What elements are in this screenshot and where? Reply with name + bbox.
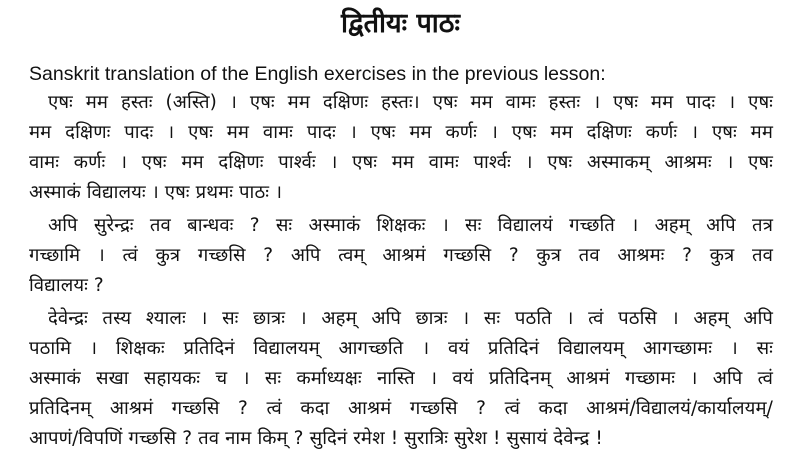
paragraph-3-line-1: देवेन्द्रः तस्य श्यालः । सः छात्रः । अहम् अपि छात्रः । सः पठति । त्वं पठसि । अहम् अपि [48, 308, 773, 329]
paragraph-2-line-2: गच्छामि । त्वं कुत्र गच्छसि ? अपि त्वम् आश्रमं गच्छसि ? कुत्र तव आश्रमः ? कुत्र तव [29, 245, 773, 266]
intro-text: Sanskrit translation of the English exercises in the previous lesson: [29, 63, 606, 85]
paragraph-1-line-4: अस्माकं विद्यालयः । एषः प्रथमः पाठः । [29, 182, 283, 203]
lesson-title: द्वितीयः पाठः [341, 8, 460, 39]
paragraph-1-line-1: एषः मम हस्तः (अस्ति) । एषः मम दक्षिणः हस्तः। एषः मम वामः हस्तः । एषः मम पादः । एषः [48, 92, 773, 113]
paragraph-2-line-3: विद्यालयः ? [29, 275, 104, 296]
paragraph-3-line-4: प्रतिदिनम् आश्रमं गच्छसि ? त्वं कदा आश्रमं गच्छसि ? त्वं कदा आश्रमं/विद्यालयं/कार्यालयम्/ [29, 398, 773, 419]
paragraph-1-line-2: मम दक्षिणः पादः । एषः मम वामः पादः । एषः मम कर्णः । एषः मम दक्षिणः कर्णः । एषः मम [29, 122, 773, 143]
paragraph-3-line-3: अस्माकं सखा सहायकः च । सः कर्माध्यक्षः नास्ति । वयं प्रतिदिनम् आश्रमं गच्छामः । अपि त्वं [29, 368, 773, 389]
paragraph-3-line-5: आपणं/विपणिं गच्छसि ? तव नाम किम् ? सुदिनं रमेश ! सुरात्रिः सुरेश ! सुसायं देवेन्द्र ! [29, 428, 603, 449]
paragraph-3-line-2: पठामि । शिक्षकः प्रतिदिनं विद्यालयम् आगच्छति । वयं प्रतिदिनं विद्यालयम् आगच्छामः । सः [29, 338, 773, 359]
paragraph-2-line-1: अपि सुरेन्द्रः तव बान्धवः ? सः अस्माकं शिक्षकः । सः विद्यालयं गच्छति । अहम् अपि तत्र [48, 215, 773, 236]
paragraph-1-line-3: वामः कर्णः । एषः मम दक्षिणः पार्श्वः । एषः मम वामः पार्श्वः । एषः अस्माकम् आश्रमः । एषः [29, 152, 773, 173]
